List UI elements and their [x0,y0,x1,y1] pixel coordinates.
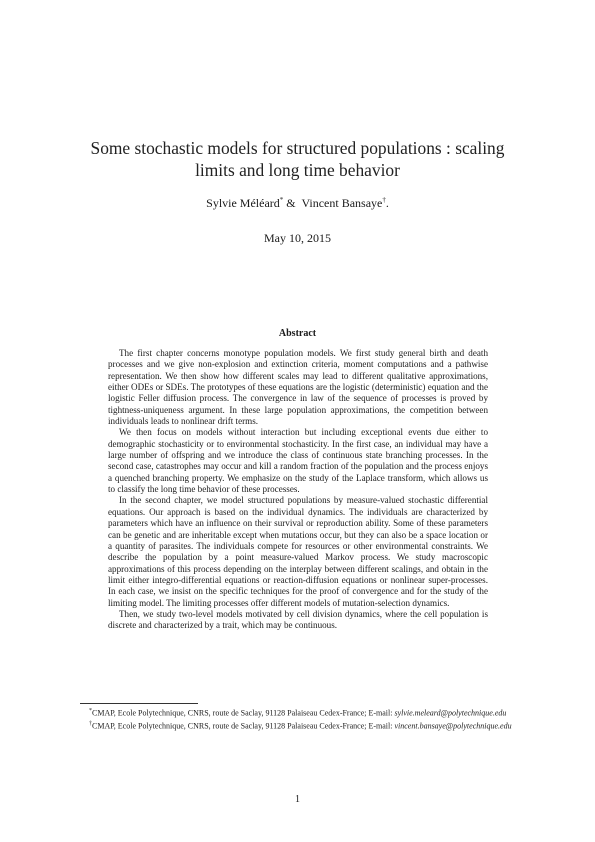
footnotes [80,706,517,732]
author-line [70,193,525,210]
abstract-paragraph: In the second chapter, we model structured populations by measure-valued stochastic differential equations. Our approach is based on the individual dynamics. The individuals are characterized by parameters which have an influence on their survival or reproduction ability. Some of these parameters can be genetic and are inheritable except when mutations occur, but they can also be a space location or a quantity of parasites. The individuals compete for resources or other environmental constraints. We describe the population by a point measure-valued Markov process. We study macroscopic approximations of this process depending on the interplay between different scalings, and obtain in the limit either integro-differential equations or reaction-diffusion equations or nonlinear super-processes. In each case, we insist on the specific techniques for the proof of convergence and for the study of the limiting model. The limiting processes offer different models of mutation-selection dynamics. [108,495,488,608]
footnote-divider [80,703,198,704]
footnote-symbol: † [89,720,92,727]
abstract-paragraph: The first chapter concerns monotype population models. We first study general birth and death processes and we give non-explosion and extinction criteria, moment computations and a pathwise representation. We then show how different scales may lead to different qualitative approximations, either ODEs or SDEs. The prototypes of these equations are the logistic (deterministic) equation and the logistic Feller diffusion process. The convergence in law of the sequence of processes is proved by tightness-uniqueness argument. In these large population approximations, the competition between individuals leads to nonlinear drift terms. [108,348,488,427]
page-number: 1 [295,794,300,805]
author-meleard: Sylvie Méléard [206,196,280,210]
footnote-affiliation: CMAP, Ecole Polytechnique, CNRS, route de Saclay, 91128 Palaiseau Cedex-France; E-mail: [92,721,395,731]
author-separator: & [286,196,296,210]
author-bansaye: Vincent Bansaye [301,196,383,210]
footnote-meleard [80,706,517,719]
footnote-affiliation: CMAP, Ecole Polytechnique, CNRS, route de Saclay, 91128 Palaiseau Cedex-France; E-mail: [92,708,395,718]
abstract-body [108,348,488,632]
abstract-heading: Abstract [278,328,317,339]
email-link-meleard[interactable]: sylvie.meleard@polytechnique.edu [394,708,507,718]
abstract-paragraph: Then, we study two-level models motivated by cell division dynamics, where the cell population is discrete and characterized by a trait, which may be continuous. [108,608,488,631]
footnote-bansaye [80,719,517,732]
publication-date: May 10, 2015 [264,231,331,245]
footnote-mark-2: † [382,196,386,204]
paper-title: Some stochastic models for structured populations : scaling limits and long time behavior [90,138,505,180]
abstract-paragraph: We then focus on models without interaction but including exceptional events due either to demographic stochasticity or to environmental stochasticity. In the first case, an individual may have a large number of offspring and we introduce the class of continuous state branching processes. In the second case, catastrophes may occur and kill a random fraction of the population and the process enjoys a quenched branching property. We emphasize on the study of the Laplace transform, which allows us to classify the long time behavior of these processes. [108,427,488,495]
email-link-bansaye[interactable]: vincent.bansaye@polytechnique.edu [394,721,512,731]
footnote-symbol: * [89,708,92,714]
footnote-mark-1: * [279,196,284,204]
author-line-end: . [385,196,389,210]
